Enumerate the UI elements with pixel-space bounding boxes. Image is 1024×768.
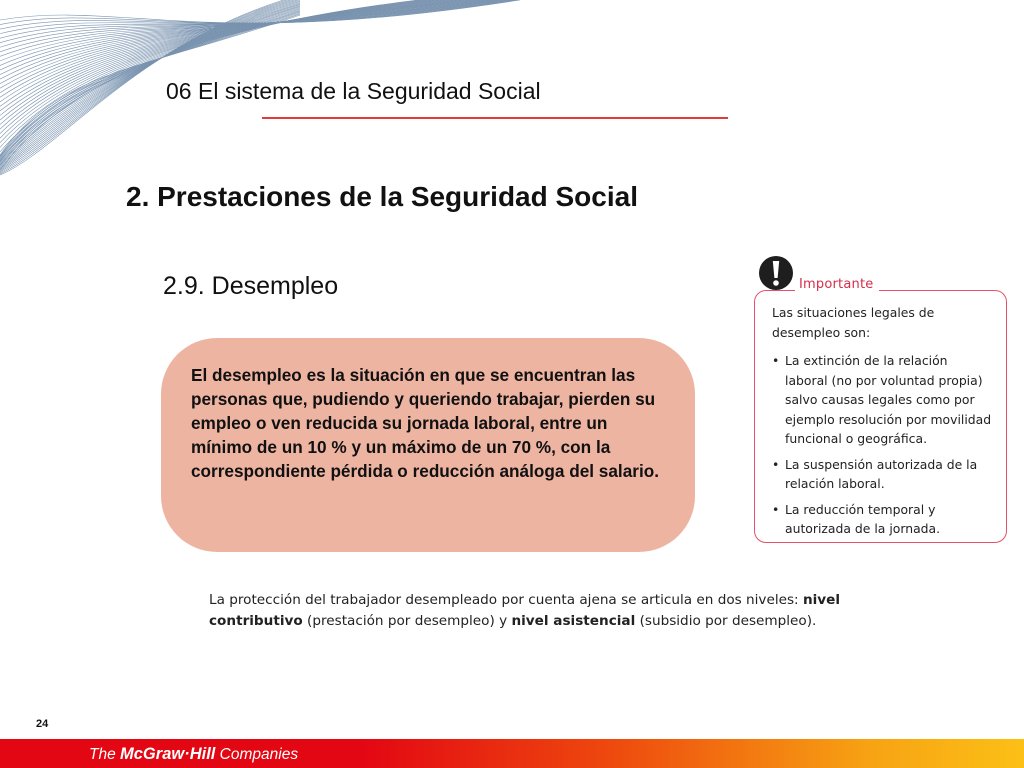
protection-part-2: (prestación por desempleo) y	[302, 613, 512, 629]
chapter-title: 06 El sistema de la Seguridad Social	[166, 78, 541, 104]
section-title: 2. Prestaciones de la Seguridad Social	[126, 181, 638, 212]
publisher-logo	[89, 744, 298, 765]
list-item: • La reducción temporal y autorizada de la jornada.	[772, 500, 992, 539]
page-number: 24	[36, 718, 49, 730]
protection-part-3: (subsidio por desempleo).	[635, 613, 817, 629]
protection-bold-2: nivel asistencial	[511, 613, 636, 629]
logo-the: The	[89, 746, 121, 763]
definition-box	[161, 338, 695, 552]
protection-bold-1: nivel contributivo	[209, 592, 841, 629]
subsection-title: 2.9. Desempleo	[163, 272, 339, 300]
important-label: Importante	[799, 277, 874, 292]
logo-brand: McGraw·Hill	[120, 745, 216, 763]
title-underline	[262, 117, 728, 119]
important-intro: Las situaciones legales de desempleo son:	[772, 305, 935, 340]
exclamation-icon	[757, 254, 795, 292]
wave-line	[0, 0, 520, 143]
definition-text: El desempleo es la situación en que se encuentran las personas que, pudiendo y queriendo trabajar, pierden su empleo o ven reducida su jornada laboral, entre un mínimo de un 10 % y un máximo de un 70 %, con la correspondiente pérdida o reducción análoga del salario.	[191, 365, 659, 481]
protection-text	[209, 590, 869, 632]
logo-companies: Companies	[215, 746, 299, 763]
list-item: • La suspensión autorizada de la relación laboral.	[772, 455, 992, 494]
list-item: • La extinción de la relación laboral (no por voluntad propia) salvo causas legales como por ejemplo resolución por movilidad funcional o geográfica.	[772, 351, 992, 449]
important-list	[772, 351, 992, 539]
protection-part-1: La protección del trabajador desempleado por cuenta ajena se articula en dos niveles:	[209, 592, 803, 608]
important-label-wrap	[795, 275, 879, 293]
important-content	[772, 303, 992, 545]
